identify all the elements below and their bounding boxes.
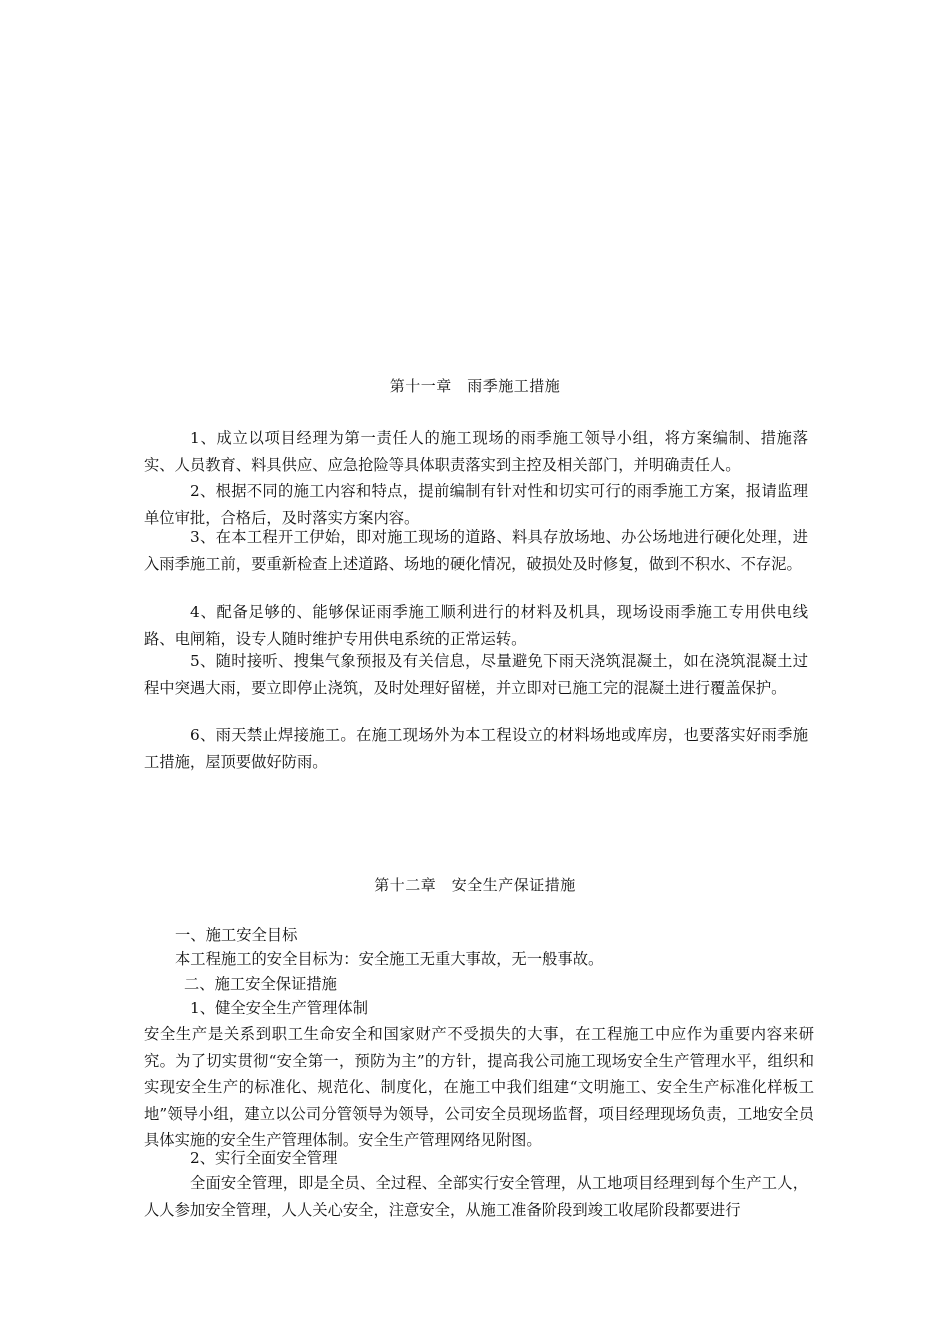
item-2-text: 全面安全管理，即是全员、全过程、全部实行安全管理，从工地项目经理到每个生产工人，人人参加安全管理，人人关心安全，注意安全，从施工准备阶段到竣工收尾阶段都要进行 bbox=[144, 1174, 808, 1219]
section-2-heading: 二、施工安全保证措施 bbox=[184, 975, 337, 993]
item-1-heading: 1、健全安全生产管理体制 bbox=[190, 999, 368, 1017]
chapter-11-paragraph-2: 2、根据不同的施工内容和特点，提前编制有针对性和切实可行的雨季施工方案，报请监理单位审批，合格后，及时落实方案内容。 bbox=[144, 482, 808, 527]
section-1-heading: 一、施工安全目标 bbox=[175, 926, 298, 944]
chapter-11-paragraph-3: 3、在本工程开工伊始，即对施工现场的道路、料具存放场地、办公场地进行硬化处理，进入雨季施工前，要重新检查上述道路、场地的硬化情况，破损处及时修复，做到不积水、不存泥。 bbox=[144, 528, 808, 573]
chapter-12-title: 第十二章 安全生产保证措施 bbox=[374, 876, 576, 894]
item-1-text: 安全生产是关系到职工生命安全和国家财产不受损失的大事，在工程施工中应作为重要内容来研究。为了切实贯彻“安全第一，预防为主”的方针，提高我公司施工现场安全生产管理水平，组织和实现安全生产的标准化、规范化、制度化，在施工中我们组建“文明施工、安全生产标准化样板工地”领导小组，建立以公司分管领导为领导，公司安全员现场监督，项目经理现场负责，工地安全员具体实施的安全生产管理体制。安全生产管理网络见附图。 bbox=[144, 1025, 814, 1149]
chapter-11-paragraph-1: 1、成立以项目经理为第一责任人的施工现场的雨季施工领导小组，将方案编制、措施落实、人员教育、料具供应、应急抢险等具体职责落实到主控及相关部门，并明确责任人。 bbox=[144, 429, 808, 474]
item-2-heading: 2、实行全面安全管理 bbox=[190, 1149, 338, 1167]
section-1-text: 本工程施工的安全目标为：安全施工无重大事故，无一般事故。 bbox=[175, 950, 604, 968]
chapter-11-paragraph-6: 6、雨天禁止焊接施工。在施工现场外为本工程设立的材料场地或库房，也要落实好雨季施工措施，屋顶要做好防雨。 bbox=[144, 726, 808, 771]
chapter-11-title: 第十一章 雨季施工措施 bbox=[389, 377, 561, 395]
chapter-11-paragraph-5: 5、随时接听、搜集气象预报及有关信息，尽量避免下雨天浇筑混凝土，如在浇筑混凝土过程中突遇大雨，要立即停止浇筑，及时处理好留槎，并立即对已施工完的混凝土进行覆盖保护。 bbox=[144, 652, 808, 697]
chapter-11-paragraph-4: 4、配备足够的、能够保证雨季施工顺利进行的材料及机具，现场设雨季施工专用供电线路、电闸箱，设专人随时维护专用供电系统的正常运转。 bbox=[144, 603, 808, 648]
